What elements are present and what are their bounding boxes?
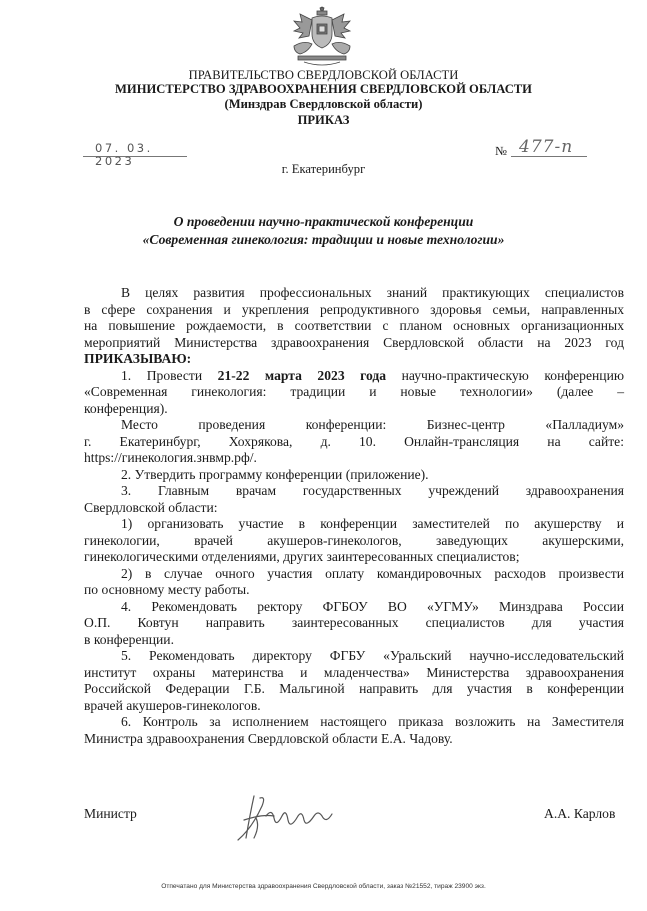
body-line: 4. Рекомендовать ректору ФГБОУ ВО «УГМУ» Минздрава России <box>121 598 624 614</box>
website-link[interactable]: https://гинекология.знвмр.рф/. <box>84 450 257 465</box>
city: г. Екатеринбург <box>281 162 366 176</box>
number-label: № <box>495 144 507 158</box>
body-line: Российской Федерации Г.Б. Мальгиной направить для участия в конференции <box>84 681 624 696</box>
subject-line-1: О проведении научно-практической конференции <box>173 214 474 229</box>
body-line: В целях развития профессиональных знаний практикующих специалистов <box>121 285 624 300</box>
body-line: 2) в случае очного участия оплату командировочных расходов произвести <box>121 565 624 581</box>
body-line: конференция). <box>84 400 168 416</box>
government-name: ПРАВИТЕЛЬСТВО СВЕРДЛОВСКОЙ ОБЛАСТИ <box>188 68 459 82</box>
body-line: 1) организовать участие в конференции заместителей по акушерству и <box>121 516 624 531</box>
conference-dates: 21-22 марта 2023 года <box>217 367 387 383</box>
order-date: 07. 03. 2023 <box>83 142 187 157</box>
item-1-prefix: 1. Провести <box>121 367 218 383</box>
body-line: гинекологии, врачей акушеров-гинекологов, заведующих акушерскими, <box>84 532 624 548</box>
body-line: 3. Главным врачам государственных учреждений здравоохранения <box>121 483 624 498</box>
ministry-short-name: (Минздрав Свердловской области) <box>224 97 423 111</box>
body-line: гинекологическими отделениями, других заинтересованных специалистов; <box>84 549 520 564</box>
body-line: мероприятий Министерства здравоохранения Свердловской области на 2023 год <box>84 334 624 350</box>
ministry-name: МИНИСТЕРСТВО ЗДРАВООХРАНЕНИЯ СВЕРДЛОВСКОЙ ОБЛАСТИ <box>115 82 532 96</box>
body-line: врачей акушеров-гинекологов. <box>84 697 261 713</box>
body-line: 6. Контроль за исполнением настоящего приказа возложить на Заместителя <box>121 714 624 729</box>
body-line: по основному месту работы. <box>84 582 250 597</box>
signatory-position: Министр <box>84 806 137 821</box>
body-line: Место проведения конференции: Бизнес-центр «Палладиум» <box>121 417 624 432</box>
body-line: Свердловской области: <box>84 499 218 515</box>
body-line: О.П. Ковтун направить заинтересованных специалистов для участия <box>84 615 624 630</box>
body-line: «Современная гинекология: традиции и новые технологии» (далее – <box>84 384 624 399</box>
handwritten-signature <box>226 788 376 848</box>
signatory-name: А.А. Карлов <box>544 806 616 821</box>
body-line <box>84 368 624 385</box>
body-line: в конференции. <box>84 631 174 647</box>
order-body <box>84 285 624 747</box>
item-1-suffix: научно-практическую конференцию <box>386 367 624 383</box>
body-line: 5. Рекомендовать директору ФГБУ «Уральский научно-исследовательский <box>121 648 624 663</box>
order-number: 477-п <box>511 139 587 157</box>
body-line: г. Екатеринбург, Хохрякова, д. 10. Онлайн-трансляция на сайте: <box>84 433 624 449</box>
order-word: ПРИКАЗЫВАЮ: <box>84 351 192 366</box>
coat-of-arms-icon <box>290 6 354 68</box>
body-line: 2. Утвердить программу конференции (приложение). <box>121 466 429 482</box>
print-footer: Отпечатано для Министерства здравоохранения Свердловской области, заказ №21552, тираж 23900 экз. <box>161 883 486 890</box>
subject-line-2: «Современная гинекология: традиции и новые технологии» <box>142 232 505 247</box>
body-line: институт охраны материнства и младенчества» Министерства здравоохранения <box>84 664 624 680</box>
body-line: на повышение рождаемости, в соответствии с планом основных организационных <box>84 318 624 333</box>
document-type: ПРИКАЗ <box>297 113 350 127</box>
body-line: в сфере сохранения и укрепления репродуктивного здоровья семьи, направленных <box>84 301 624 317</box>
body-line: Министра здравоохранения Свердловской области Е.А. Чадову. <box>84 730 453 746</box>
